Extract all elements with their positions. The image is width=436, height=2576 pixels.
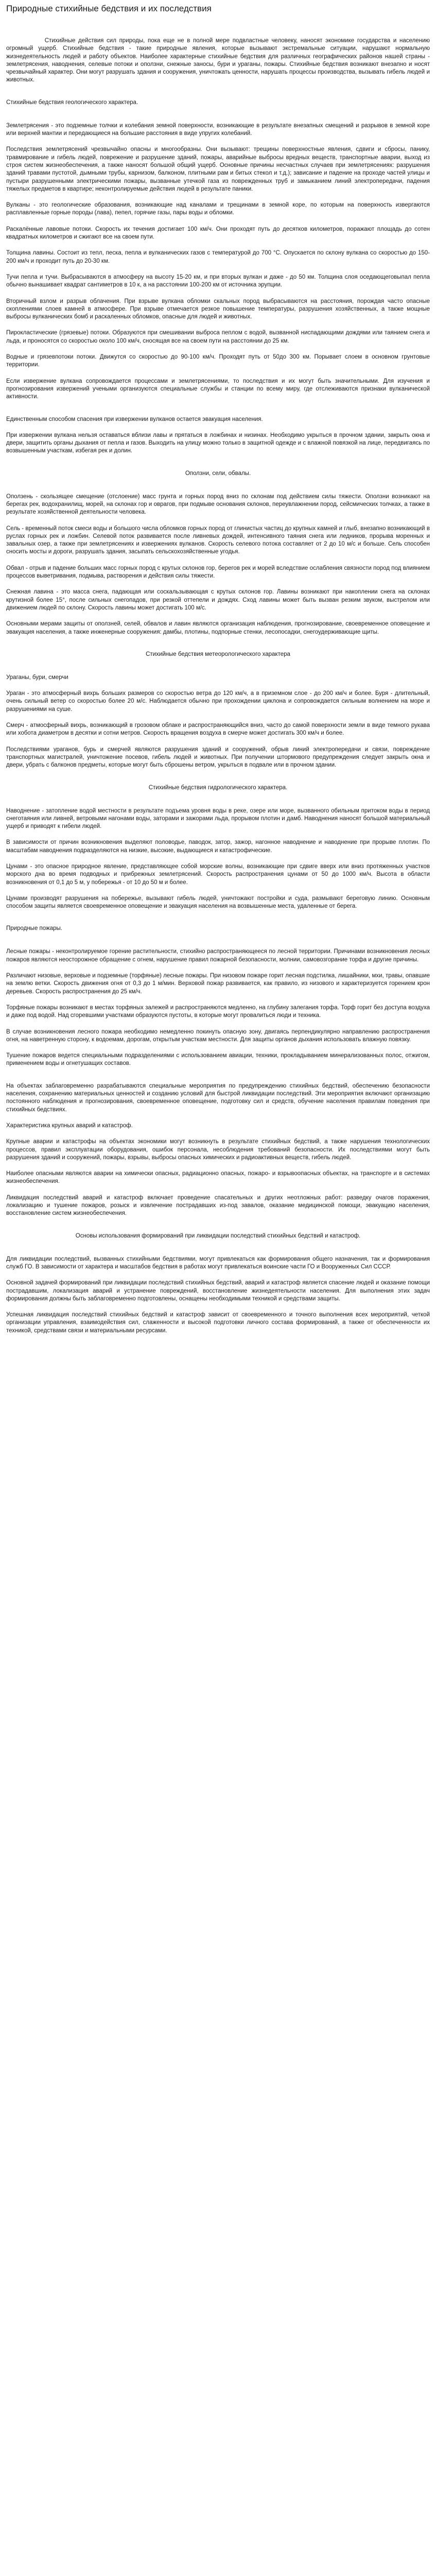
section-paragraph: Цунами - это опасное природное явление, представляющее собой морские волны, возникающие при сдвиге вверх или вниз протяженных участков морского дна во время подводных и прибрежных землетрясений. Скорость распространения цунами от 50 до 1000 км/ч. Высота в области возникновения от 0,1 до 5 м, у побережья - от 10 до 50 м и более. <box>6 863 430 886</box>
section-paragraph: Вулканы - это геологические образования, возникающие над каналами и трещинами в земной коре, по которым на поверхность извергаются расплавленные горные породы (лава), пепел, горячие газы, пары воды и обломки. <box>6 202 430 216</box>
section <box>6 416 430 455</box>
section-paragraph: Толщина лавины. Состоит из тепл, песка, пепла и вулканических газов с температурой до 700 °С. Опускается по склону вулкана со скоростью до 150-200 км/ч и проходит путь до 20-30 км. <box>6 250 430 264</box>
section <box>6 784 430 911</box>
section-paragraph: Основной задачей формирований при ликвидации последствий стихийных бедствий, аварий и катастроф является спасение людей и оказание помощи пострадавшим, локализация аварий и устранение повреждений, восстановление жизнедеятельности населения. Для выполнения этих задач формирования должны быть заблаговременно подготовлены, оснащены необходимыми техникой и средствами защиты. <box>6 1280 430 1302</box>
section-paragraph: Характеристика крупных аварий и катастроф. <box>6 1122 133 1129</box>
section-paragraph: Различают низовые, верховые и подземные (торфяные) лесные пожары. При низовом пожаре горит лесная подстилка, лишайники, мхи, травы, опавшие на землю ветки. Скорость движения огня от 0,3 до 1 м/мин. Верховой пожар развивается, как правило, из низового и характеризуется горением крон деревьев. Скорость распространения до 25 км/ч. <box>6 973 430 995</box>
section-paragraph: Цунами производят разрушения на побережье, вызывают гибель людей, уничтожают постройки и суда, размывают береговую линию. Основным способом защиты является своевременное оповещение и эвакуация населения на возвышенные места, удаленные от берега. <box>6 895 430 910</box>
section-paragraph: При извержении вулкана нельзя оставаться вблизи лавы и прятаться в ложбинах и низинах. Необходимо укрыться в прочном здании, закрыть окна и двери, защитить органы дыхания от пепла и газов. Выходить на улицу можно только в защитной одежде и с влажной повязкой на лице, передвигаясь по возвышенным участкам, избегая рек и долин. <box>6 432 430 454</box>
section-paragraph: Ураганы, бури, смерчи <box>6 674 68 681</box>
section <box>6 1232 430 1335</box>
section-paragraph: Наводнение - затопление водой местности в результате подъема уровня воды в реке, озере или море, вызванного обильным притоком воды в период снеготаяния или ливней, ветровыми нагонами воды, заторами и зажорами льда, прорывом плотин и дамб. Наводнения наносят большой материальный ущерб и приводят к гибели людей. <box>6 807 430 830</box>
section-paragraph: Тушение пожаров ведется специальными подразделениями с использованием авиации, техники, прокладыванием минерализованных полос, отжигом, применением воды и огнетушащих составов. <box>6 1053 430 1067</box>
section-heading: Стихийные бедствия геологического характера. <box>6 99 138 106</box>
section-paragraph: Оползень - скользящее смещение (отслоение) масс грунта и горных пород вниз по склонам под действием силы тяжести. Оползни возникают на берегах рек, водохранилищ, морей, на склонах гор и оврагов, при подмыве основания склонов, переувлажнении пород, сейсмических толчках, а также в результате хозяйственной деятельности человека. <box>6 493 430 516</box>
section-paragraph: Последствиями ураганов, бурь и смерчей являются разрушения зданий и сооружений, обрыв линий электропередачи и связи, повреждение транспортных магистралей, уничтожение посевов, гибель людей и животных. При получении штормового предупреждения следует закрыть окна и двери, убрать с балконов предметы, которые могут быть сброшены ветром, укрыться в подвале или в прочном здании. <box>6 746 430 769</box>
section-paragraph: Вторичный взлом и разрыв облачения. При взрыве вулкана обломки скальных пород выбрасываются на расстояния, порождая часто опасные скоплениями слоев камней в атмосфере. При взрыве отмечается резкое повышение температуры, разрушения хозяйственных, а также мощные выбросы вулканических бомб и раскаленных обломков, опасные для людей и животных. <box>6 298 430 320</box>
section-paragraph: Раскалённые лавовые потоки. Скорость их течения достигает 100 км/ч. Они проходят путь до десятков километров, поражают площадь до сотен квадратных километров и сжигают все на своем пути. <box>6 226 430 241</box>
section-paragraph: В зависимости от причин возникновения выделяют половодье, паводок, затор, зажор, нагонное наводнение и наводнение при прорыве плотин. По масштабам наводнения подразделяются на низкие, высокие, выдающиеся и катастрофические. <box>6 839 430 854</box>
section <box>6 651 430 770</box>
section-paragraph: Пирокластические (грязевые) потоки. Образуются при смешивании выброса пеплом с водой, вызванной ниспадающими дождями или таянием снега и льда, и проносятся со скоростью около 100 км/ч, сносящая все на своем пути на расстоянии до 25 км. <box>6 330 430 344</box>
section <box>6 99 430 401</box>
page-title: Природные стихийные бедствия и их последствия <box>6 4 212 13</box>
section-heading: Основы использования формирований при ликвидации последствий стихийных бедствий и катастроф. <box>75 1232 361 1239</box>
section-paragraph: Последствия землетрясений чрезвычайно опасны и многообразны. Они вызывают: трещины поверхностные явления, сдвиги и сбросы, панику, травмирование и гибель людей, поврежение и разрушение зданий, пожары, аварийные выбросы вредных веществ, транспортные аварии, выход из строя систем жизнеобеспечения, а также наносят большой общий ущерб. Основные причины несчастных случаев при землетрясениях: разрушения зданий травами пустотой, дымными трубы, карнизом, балконом, плитными рам и битых стекол и т.д.); зависание и падение на проходе частей улицы и пустыри разрушенными электрическими пожары, вызванные утечкой газа из поврежденных труб и замыканием линий электропередачи, падения тяжелых предметов в квартире; неконтролируемые действия людей в результате паники. <box>6 146 430 192</box>
section <box>6 925 430 1067</box>
document-body <box>6 37 430 1335</box>
section-paragraph: Обвал - отрыв и падение больших масс горных пород с крутых склонов гор, берегов рек и морей вследствие ослабления связности пород под влиянием процессов выветривания, подмыва, растворения и действия силы тяжести. <box>6 565 430 580</box>
section-paragraph: Крупные аварии и катастрофы на объектах экономики могут возникнуть в результате стихийных бедствий, а также нарушения технологических процессов, правил эксплуатации оборудования, ошибок персонала, несоблюдения требований безопасности. Их последствиями могут быть разрушения зданий и сооружений, пожары, взрывы, выбросы опасных химических и радиоактивных веществ, гибель людей. <box>6 1139 430 1161</box>
section-heading: Природные пожары. <box>6 925 62 932</box>
section-paragraph: Смерч - атмосферный вихрь, возникающий в грозовом облаке и распространяющийся вниз, часто до самой поверхности земли в виде темного рукава или хобота диаметром в десятки и сотни метров. Скорость вращения воздуха в смерче может достигать 300 км/ч и более. <box>6 722 430 737</box>
section-paragraph: Ликвидация последствий аварий и катастроф включает проведение спасательных и других неотложных работ: разведку очагов поражения, локализацию и тушение пожаров, розыск и извлечение пострадавших из-под завалов, оказание медицинской помощи, эвакуацию населения, восстановление систем жизнеобеспечения. <box>6 1194 430 1217</box>
section-heading: Стихийные бедствия метеорологического характера <box>146 651 290 657</box>
section <box>6 470 430 636</box>
section-paragraph: Снежная лавина - это масса снега, падающая или соскальзывающая с крутых склонов гор. Лавины возникают при накоплении снега на склонах крутизной более 15°, после сильных снегопадов, при резкой оттепели и дождях. Сход лавины может быть вызван резким звуком, выстрелом или движением людей по склону. Скорость лавины может достигать 100 м/с. <box>6 589 430 611</box>
section-paragraph: Если извержение вулкана сопровождается процессами и землетрясениями, то последствия и их могут быть значительными. Для изучения и прогнозирования извержений учеными организуются специальные службы и станции по всему миру, где отслеживаются признаки вулканической активности. <box>6 378 430 400</box>
section-paragraph: Лесные пожары - неконтролируемое горение растительности, стихийно распространяющееся по лесной территории. Причинами возникновения лесных пожаров являются неосторожное обращение с огнем, нарушение правил пожарной безопасности, молнии, самовозгорание торфа и другие причины. <box>6 948 430 963</box>
section-paragraph: Землетрясения - это подземные толчки и колебания земной поверхности, возникающие в результате внезапных смещений и разрывов в земной коре или верхней мантии и передающиеся на большие расстояния в виде упругих колебаний. <box>6 122 430 137</box>
section-paragraph: Наиболее опасными являются аварии на химически опасных, радиационно опасных, пожаро- и взрывоопасных объектах, на транспорте и в системах жизнеобеспечения. <box>6 1171 430 1185</box>
section-paragraph: Тучи пепла и тучи. Выбрасываются в атмосферу на высоту 15-20 км, и при вторых вулкан и даже - до 50 км. Толщина слоя оседающеговыпал пепла обычно вынашивает квадрат сантиметров в 10 к, а на расстоянии 100-200 км от источника эрупции. <box>6 274 430 289</box>
section-paragraph: Ураган - это атмосферный вихрь больших размеров со скоростью ветра до 120 км/ч, а в приземном слое - до 200 км/ч и более. Буря - длительный, очень сильный ветер со скоростью более 20 м/с. Наблюдается обычно при прохождении циклона и сопровождается сильным волнением на море и разрушениями на суше. <box>6 690 430 713</box>
section-paragraph: Для ликвидации последствий, вызванных стихийными бедствиями, могут привлекаться как формирования общего назначения, так и формирования служб ГО. В зависимости от характера и масштабов бедствия в работах могут привлекаться воинские части ГО и Вооруженных Сил СССР. <box>6 1256 430 1270</box>
section <box>6 1082 430 1218</box>
section-paragraph: Успешная ликвидация последствий стихийных бедствий и катастроф зависит от своевременного и точного выполнения всех мероприятий, четкой организации управления, взаимодействия сил, слаженности и высокой подготовки личного состава формирований, а также от обеспеченности их техникой, средствами связи и материальными ресурсами. <box>6 1312 430 1334</box>
section-heading: Оползни, сели, обвалы. <box>185 470 251 477</box>
section-paragraph: В случае возникновения лесного пожара необходимо немедленно покинуть опасную зону, двигаясь перпендикулярно направлению распространения огня, на наветренную сторону, к водоемам, дорогам, открытым участкам местности. Для защиты органов дыхания использовать влажную повязку. <box>6 1028 430 1043</box>
section-paragraph: Водные и грязевпотоки потоки. Движутся со скоростью до 90-100 км/ч. Проходят путь от 50до 300 км. Порывает слоем в основном грунтовые территории. <box>6 354 430 368</box>
section-paragraph: На объектах заблаговременно разрабатываются специальные мероприятия по предупреждению стихийных бедствий, обеспечению безопасности населения, сохранению материальных ценностей и созданию условий для быстрой ликвидации последствий. Эти мероприятия включают организацию постоянного наблюдения и прогнозирования, своевременное оповещение, подготовку сил и средств, обучение населения правилам поведения при стихийных бедствиях. <box>6 1082 430 1113</box>
section-heading: Стихийные бедствия гидрологического характера. <box>148 784 288 791</box>
section-paragraph: Сель - временный поток смеси воды и большого числа обломков горных пород от глинистых частиц до крупных камней и глыб, внезапно возникающий в руслах горных рек и ложбин. Селевой поток развивается после ливневых дождей, интенсивного таяния снега или ледников, прорыва моренных и завальных озер, а также при землетрясениях и извержениях вулканов. Скорость селевого потока составляет от 2 до 10 м/с и больше. Сель способен сносить мосты и дороги, разрушать здания, засыпать сельскохозяйственные угодья. <box>6 525 430 555</box>
section-paragraph: Единственным способом спасения при извержении вулканов остается эвакуация населения. <box>6 416 263 422</box>
section-paragraph: Основными мерами защиты от оползней, селей, обвалов и лавин являются организация наблюдения, прогнозирование, своевременное оповещение и эвакуация населения, а также инженерные сооружения: дамбы, плотины, подпорные стенки, лесопосадки, снегоудерживающие щиты. <box>6 621 430 635</box>
intro-paragraph: Стихийные действия сил природы, пока еще не в полной мере подвластные человеку, наносят экономике государства и населению огромный ущерб. Стихийные бедствия - такие природные явления, которые вызывают экстремальные ситуации, нарушают нормальную жизнедеятельность людей и работу объектов. Наиболее характерные стихийные бедствия для различных географических районов нашей страны - землетрясения, наводнения, селевые потоки и оползни, снежные заносы, бури и ураганы, пожары. Стихийные бедствия возникают внезапно и носят чрезвычайный характер. Они могут разрушать здания и сооружения, уничтожать ценности, нарушать процессы производства, вызывать гибель людей и животных. <box>6 38 430 83</box>
section-paragraph: Торфяные пожары возникают в местах торфяных залежей и распространяются медленно, на глубину залегания торфа. Торф горит без доступа воздуха и даже под водой. Над сгоревшими участками образуются пустоты, в которые могут провалиться люди и техника. <box>6 1004 430 1019</box>
